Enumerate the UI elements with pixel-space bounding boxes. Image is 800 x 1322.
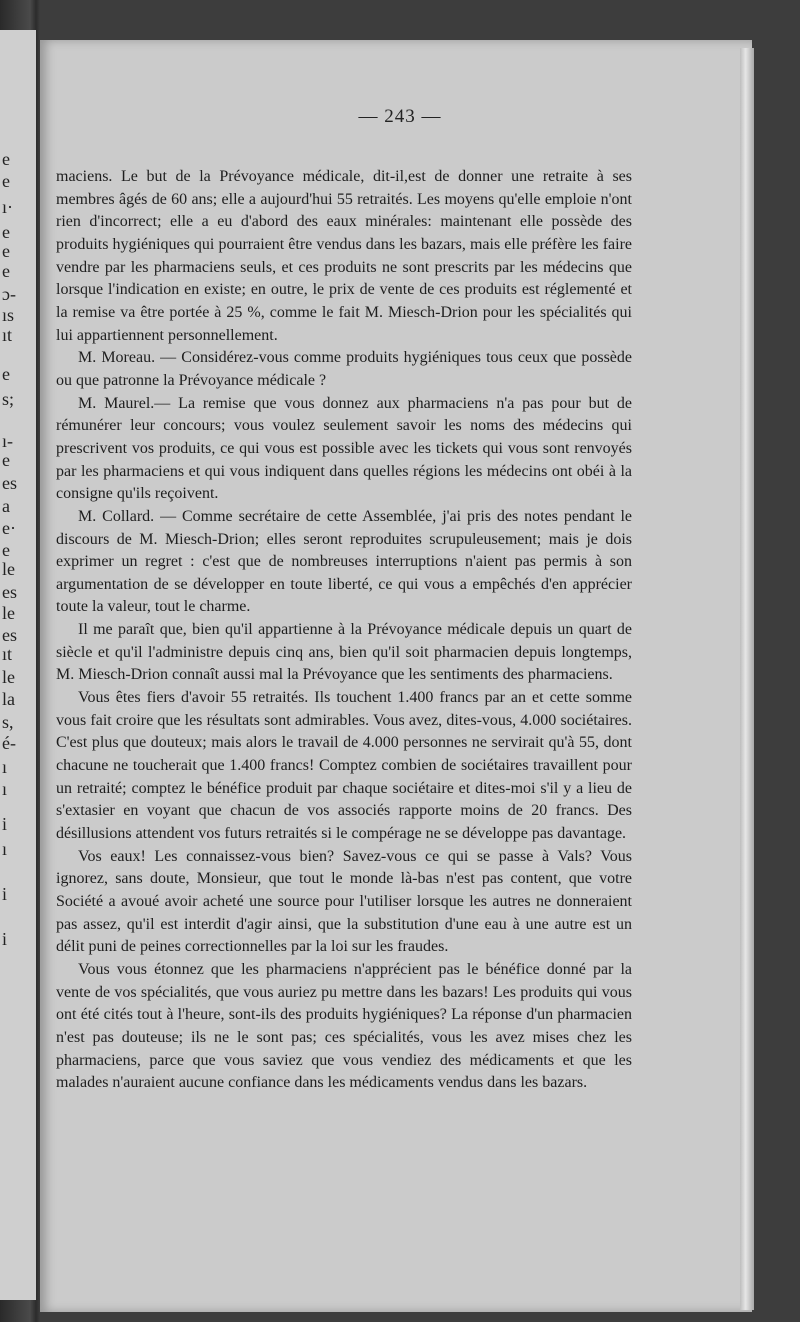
left-page-fragment: e [2, 540, 10, 560]
paragraph-retraites: Vous êtes fiers d'avoir 55 retraités. Ils touchent 1.400 francs par an et cette somme vous fait croire que les résultats sont admirables. Vous avez, dites-vous, 4.000 sociétaires. C'est plus que douteux; mais alors le travail de 4.000 personnes ne servirait qu'à 55, dont chacune ne toucherait que 1.400 francs! Comptez combien de sociétaires travaillent pour un retraité; comptez le bénéfice produit par chaque sociétaire et dites-moi s'il y a lieu de s'extasier en voyant que chacun de vos associés rapporte moins de 20 francs. Des désillusions attendent vos futurs retraités si le compérage ne se développe pas davantage. [56, 689, 632, 843]
left-page-fragment: s; [2, 389, 15, 409]
left-page-fragment: e [2, 241, 10, 261]
left-page-fragment: i [2, 814, 8, 834]
paragraph-collard: M. Collard. — Comme secrétaire de cette Assemblée, j'ai pris des notes pendant le discours de M. Miesch-Drion; elles seront reproduites scrupuleusement; mais je dois exprimer un regret : c'est que de nombreuses interruptions n'aient pas permis à son argumentation de se développer en toute liberté, ce qui vous a empêchés d'en apprécier toute la valeur, tout le charme. [56, 507, 632, 616]
left-page-fragment: s, [2, 712, 14, 732]
left-page-fragment: ıt [2, 644, 13, 664]
left-page-fragment: é- [2, 733, 16, 753]
left-page-fragment: i [2, 884, 8, 904]
left-page-fragment: le [2, 603, 15, 623]
left-page-fragment: ı [2, 779, 8, 799]
left-page-fragment: es [2, 582, 17, 602]
left-page-fragment: ı· [2, 197, 13, 217]
left-page-fragment: ıs [2, 305, 15, 325]
left-page-fragment: ıt [2, 325, 13, 345]
left-page-fragment: e [2, 222, 10, 242]
left-page-fragment: le [2, 559, 15, 579]
paragraph-prevoyance: Il me paraît que, bien qu'il appartienne à la Prévoyance médicale depuis un quart de siècle et qu'il l'administre depuis cinq ans, bien qu'il soit pharmacien depuis longtemps, M. Miesch-Drion connaît aussi mal la Prévoyance que les sentiments des pharmaciens. [56, 621, 632, 684]
left-page-fragment: e [2, 171, 10, 191]
left-page-fragment: e [2, 149, 10, 169]
left-page-fragment: e [2, 450, 10, 470]
left-page-fragment: ı- [2, 431, 13, 451]
left-page-fragment: ɔ- [2, 284, 16, 304]
page-body [56, 166, 632, 1095]
page-edge [740, 48, 754, 1310]
left-page-fragment: e [2, 261, 10, 281]
left-page-fragment: es [2, 625, 17, 645]
paragraph-moreau: M. Moreau. — Considérez-vous comme produits hygiéniques tous ceux que possède ou que patronne la Prévoyance médicale ? [56, 349, 632, 389]
left-page-margin [0, 30, 36, 1300]
paragraph-eaux: Vos eaux! Les connaissez-vous bien? Savez-vous ce qui se passe à Vals? Vous ignorez, sans doute, Monsieur, que tout le monde là-bas n'est pas content, que votre Société a avoué avoir acheté une source pour l'utiliser lorsque les autres ne donneraient pas assez, qu'il est interdit d'agir ainsi, que la substitution d'une eau à une autre est un délit puni de peines correctionnelles par la loi sur les fraudes. [56, 847, 632, 956]
paragraph-1: maciens. Le but de la Prévoyance médicale, dit-il,est de donner une retraite à ses membres âgés de 60 ans; elle a aujourd'hui 55 retraités. Les moyens qu'elle emploie n'ont rien d'incorrect; elle a eu d'abord des eaux minérales: maintenant elle possède des produits hygiéniques qui pourraient être vendus dans les bazars, mais elle préfère les faire vendre par les pharmaciens seuls, et ces produits ne sont prescrits par les médecins que lorsque l'indication en existe; en outre, le prix de vente de ces produits est réglementé et la remise va être portée à 25 %, comme le fait M. Miesch-Drion pour les spécialités qui lui appartiennent personnellement. [56, 168, 632, 344]
left-page-fragment: ı [2, 757, 8, 777]
left-page-fragment: la [2, 689, 15, 709]
left-page-fragment: e [2, 364, 10, 384]
left-page-fragment: e· [2, 518, 16, 538]
left-page-fragment: es [2, 473, 17, 493]
left-page-fragment: i [2, 929, 8, 949]
paragraph-maurel: M. Maurel.— La remise que vous donnez aux pharmaciens n'a pas pour but de rémunérer leur concours; vous voulez seulement savoir les noms des médecins qui prescrivent vos produits, ce qui vous est possible avec les tickets qui vous sont renvoyés par les pharmaciens et qui vous indiquent dans quelles régions les médecins ont obéi à la consigne qu'ils reçoivent. [56, 394, 632, 503]
page-number: — 243 — [358, 106, 442, 127]
left-page-fragment: le [2, 667, 15, 687]
left-page-fragment: a [2, 496, 10, 516]
paragraph-specialites: Vous vous étonnez que les pharmaciens n'apprécient pas le bénéfice donné par la vente de vos spécialités, que vous auriez pu mettre dans les bazars! Les produits qui vous ont été cités tout à l'heure, sont-ils des produits hygiéniques? La réponse d'un pharmacien n'est pas douteuse; ils ne le sont pas; ces spécialités, vous les avez mises chez les pharmaciens, parce que vous saviez que vous vendiez des médicaments et que les malades n'auraient aucune confiance dans les médicaments vendus dans les bazars. [56, 960, 632, 1092]
left-page-fragment: ı [2, 839, 8, 859]
